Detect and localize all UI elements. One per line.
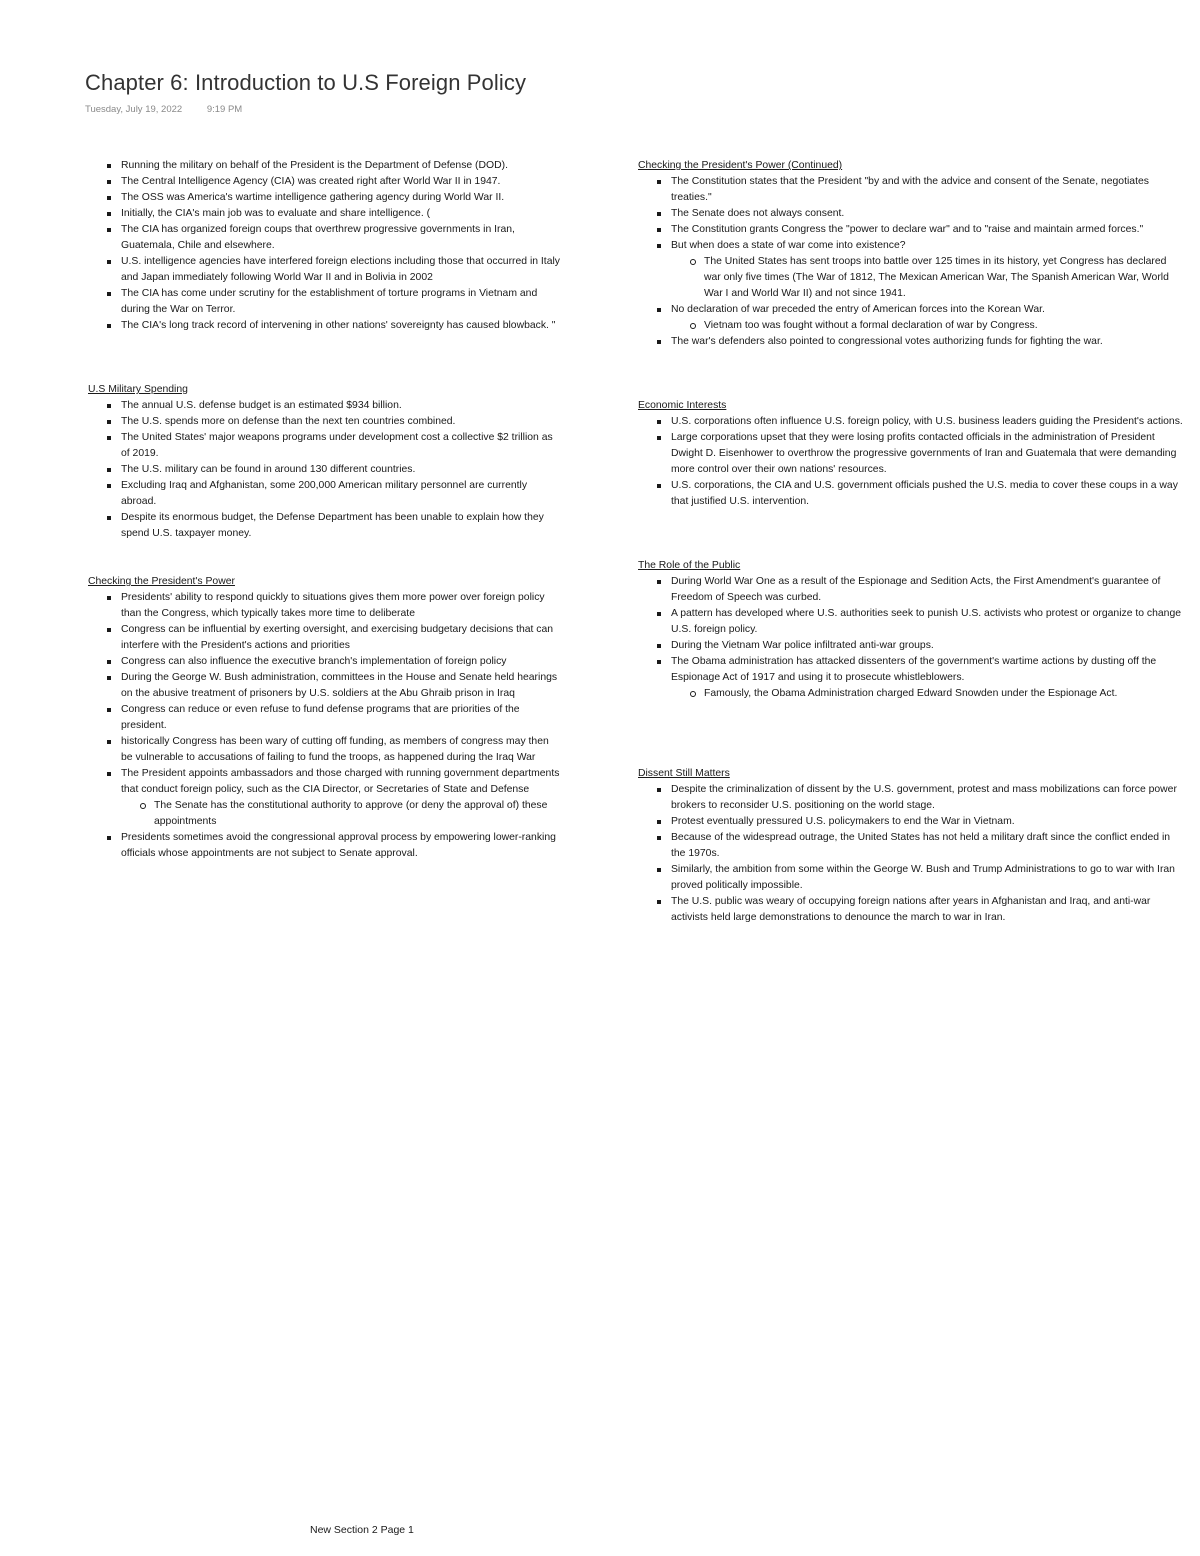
list-item: The OSS was America's wartime intelligence gathering agency during World War II. (121, 190, 560, 206)
list-item-text: The Obama administration has attacked dissenters of the government's wartime actions by dusting off the Espionage Act of 1917 and using it to prosecute whistleblowers. (671, 656, 1157, 683)
list-item-text: But when does a state of war come into existence? (671, 240, 906, 251)
list-item (671, 302, 1186, 334)
military-spending-list (88, 398, 560, 542)
list-item: Initially, the CIA's main job was to evaluate and share intelligence. ( (121, 206, 560, 222)
list-item: Despite the criminalization of dissent by the U.S. government, protest and mass mobilizations can force power brokers to reconsider U.S. positioning on the world stage. (671, 782, 1186, 814)
list-item: Congress can reduce or even refuse to fund defense programs that are priorities of the president. (121, 702, 560, 734)
sub-list (671, 686, 1186, 702)
right-column (638, 158, 1186, 926)
list-item: Congress can also influence the executive branch's implementation of foreign policy (121, 654, 560, 670)
role-of-public-list (638, 574, 1186, 702)
list-item: A pattern has developed where U.S. authorities seek to punish U.S. activists who protest or organize to change U.S. foreign policy. (671, 606, 1186, 638)
list-item: The U.S. spends more on defense than the next ten countries combined. (121, 414, 560, 430)
sub-list (671, 318, 1186, 334)
list-item: During the Vietnam War police infiltrated anti-war groups. (671, 638, 1186, 654)
list-item: During World War One as a result of the Espionage and Sedition Acts, the First Amendment's guarantee of Freedom of Speech was curbed. (671, 574, 1186, 606)
left-column (88, 158, 560, 862)
section-heading-economic-interests: Economic Interests (638, 400, 727, 411)
list-item: Large corporations upset that they were losing profits contacted officials in the administration of President Dwight D. Eisenhower to overthrow the progressive governments of Iran and Guatemala that were demanding more control over their own nations' resources. (671, 430, 1186, 478)
sub-list-item: Vietnam too was fought without a formal declaration of war by Congress. (704, 318, 1186, 334)
sub-list-item: Famously, the Obama Administration charged Edward Snowden under the Espionage Act. (704, 686, 1186, 702)
sub-list-item: The United States has sent troops into battle over 125 times in its history, yet Congress has declared war only five times (The War of 1812, The Mexican American War, The Spanish American War, World War I and World War II) and not since 1941. (704, 254, 1186, 302)
intro-list (88, 158, 560, 334)
list-item: The Central Intelligence Agency (CIA) was created right after World War II in 1947. (121, 174, 560, 190)
list-item: Similarly, the ambition from some within the George W. Bush and Trump Administrations to go to war with Iran proved politically impossible. (671, 862, 1186, 894)
section-heading-checking-power: Checking the President's Power (88, 576, 235, 587)
list-item: Presidents sometimes avoid the congressional approval process by empowering lower-ranking officials whose appointments are not subject to Senate approval. (121, 830, 560, 862)
checking-power-continued-section (638, 158, 1186, 350)
section-heading-role-of-public: The Role of the Public (638, 560, 741, 571)
list-item (671, 654, 1186, 702)
list-item: The U.S. military can be found in around 130 different countries. (121, 462, 560, 478)
checking-power-continued-list (638, 174, 1186, 350)
list-item: The Senate does not always consent. (671, 206, 1186, 222)
list-item: historically Congress has been wary of cutting off funding, as members of congress may then be vulnerable to accusations of failing to fund the troops, as happened during the Iraq War (121, 734, 560, 766)
list-item: The CIA has organized foreign coups that overthrew progressive governments in Iran, Guatemala, Chile and elsewhere. (121, 222, 560, 254)
list-item: The U.S. public was weary of occupying foreign nations after years in Afghanistan and Iraq, and anti-war activists held large demonstrations to denounce the march to war in Iran. (671, 894, 1186, 926)
dissent-list (638, 782, 1186, 926)
page-date: Tuesday, July 19, 2022 (85, 104, 183, 115)
list-item-text: The President appoints ambassadors and those charged with running government departments that conduct foreign policy, such as the CIA Director, or Secretaries of State and Defense (121, 768, 560, 795)
military-spending-section (88, 382, 560, 542)
list-item: The United States' major weapons programs under development cost a collective $2 trillion as of 2019. (121, 430, 560, 462)
list-item: The Constitution grants Congress the "power to declare war" and to "raise and maintain armed forces." (671, 222, 1186, 238)
page-title: Chapter 6: Introduction to U.S Foreign Policy (85, 70, 527, 95)
page-footer: New Section 2 Page 1 (310, 1524, 414, 1536)
section-heading-dissent: Dissent Still Matters (638, 768, 730, 779)
list-item: Protest eventually pressured U.S. policymakers to end the War in Vietnam. (671, 814, 1186, 830)
list-item: U.S. corporations often influence U.S. foreign policy, with U.S. business leaders guiding the President's actions. (671, 414, 1186, 430)
section-heading-military-spending: U.S Military Spending (88, 384, 188, 395)
list-item: Excluding Iraq and Afghanistan, some 200,000 American military personnel are currently abroad. (121, 478, 560, 510)
list-item: Because of the widespread outrage, the United States has not held a military draft since the conflict ended in the 1970s. (671, 830, 1186, 862)
economic-interests-list (638, 414, 1186, 510)
sub-list-item: The Senate has the constitutional authority to approve (or deny the approval of) these appointments (154, 798, 560, 830)
economic-interests-section (638, 398, 1186, 510)
list-item: U.S. corporations, the CIA and U.S. government officials pushed the U.S. media to cover these coups in a way that justified U.S. intervention. (671, 478, 1186, 510)
list-item: U.S. intelligence agencies have interfered foreign elections including those that occurred in Italy and Japan immediately following World War II and in Bolivia in 2002 (121, 254, 560, 286)
page-time: 9:19 PM (206, 104, 243, 115)
sub-list (671, 254, 1186, 302)
role-of-public-section (638, 558, 1186, 702)
list-item: During the George W. Bush administration, committees in the House and Senate held hearings on the abusive treatment of prisoners by U.S. soldiers at the Abu Ghraib prison in Iraq (121, 670, 560, 702)
list-item: The CIA has come under scrutiny for the establishment of torture programs in Vietnam and during the War on Terror. (121, 286, 560, 318)
page-meta (85, 104, 264, 115)
dissent-section (638, 766, 1186, 926)
intro-section (88, 158, 560, 334)
list-item: The CIA's long track record of intervening in other nations' sovereignty has caused blowback. " (121, 318, 560, 334)
sub-list (121, 798, 560, 830)
list-item: Despite its enormous budget, the Defense Department has been unable to explain how they spend U.S. taxpayer money. (121, 510, 560, 542)
list-item (121, 766, 560, 830)
section-heading-checking-power-continued: Checking the President's Power (Continued) (638, 160, 843, 171)
list-item: Running the military on behalf of the President is the Department of Defense (DOD). (121, 158, 560, 174)
list-item: Presidents' ability to respond quickly to situations gives them more power over foreign policy than the Congress, which typically takes more time to deliberate (121, 590, 560, 622)
list-item (671, 238, 1186, 302)
checking-power-section (88, 574, 560, 862)
list-item: Congress can be influential by exerting oversight, and exercising budgetary decisions that can interfere with the President's actions and priorities (121, 622, 560, 654)
list-item: The Constitution states that the President "by and with the advice and consent of the Senate, negotiates treaties." (671, 174, 1186, 206)
list-item: The war's defenders also pointed to congressional votes authorizing funds for fighting the war. (671, 334, 1186, 350)
list-item-text: No declaration of war preceded the entry of American forces into the Korean War. (671, 304, 1045, 315)
list-item: The annual U.S. defense budget is an estimated $934 billion. (121, 398, 560, 414)
checking-power-list (88, 590, 560, 862)
